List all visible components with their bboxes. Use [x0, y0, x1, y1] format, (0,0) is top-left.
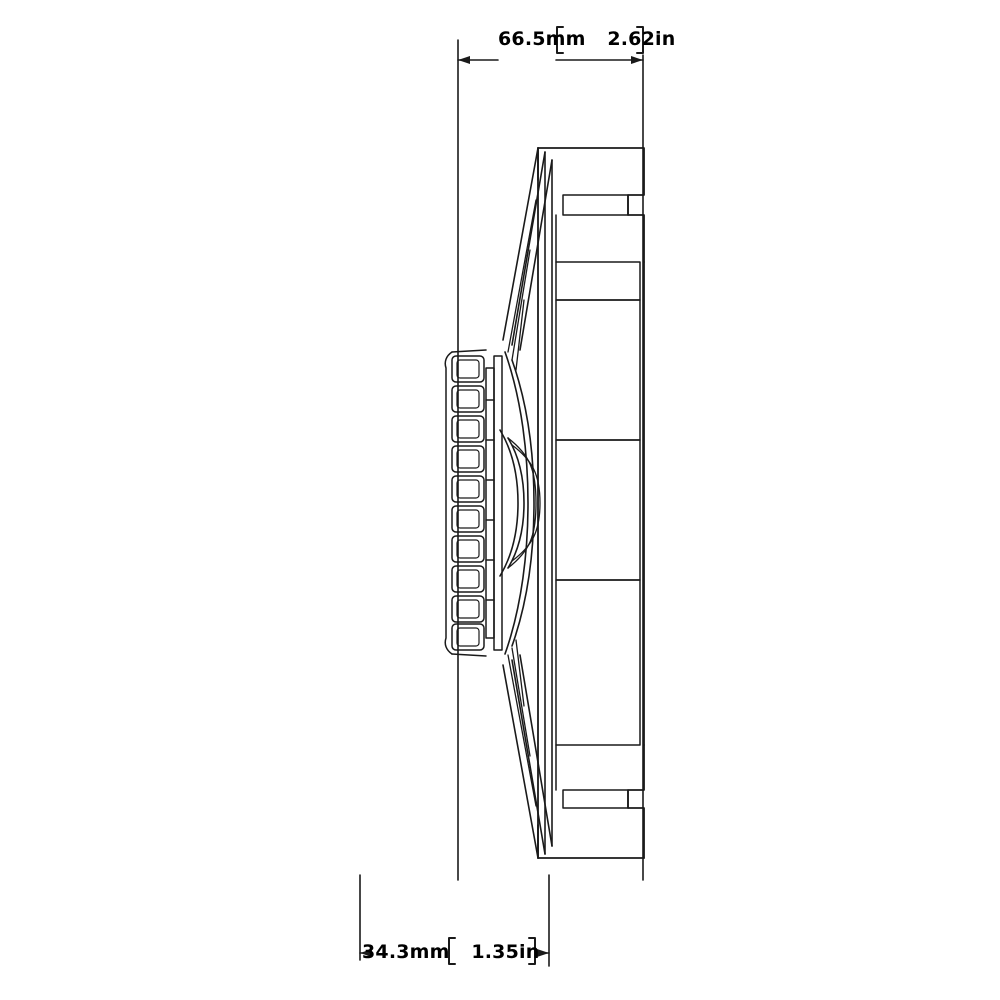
surround-profile — [500, 352, 534, 654]
dimension-bottom-mm: 34.3mm — [362, 941, 450, 963]
fin-stack — [445, 350, 486, 656]
chassis-outline — [538, 148, 644, 858]
dimension-label-top — [498, 28, 675, 50]
magnet-assembly-outline — [556, 195, 640, 808]
mounting-plate — [486, 356, 502, 650]
dimension-top-in: 2.62in — [607, 28, 676, 50]
dimension-label-bottom — [362, 941, 539, 963]
dimension-bottom-in: 1.35in — [471, 941, 540, 963]
dimension-top-mm: 66.5mm — [498, 28, 586, 50]
